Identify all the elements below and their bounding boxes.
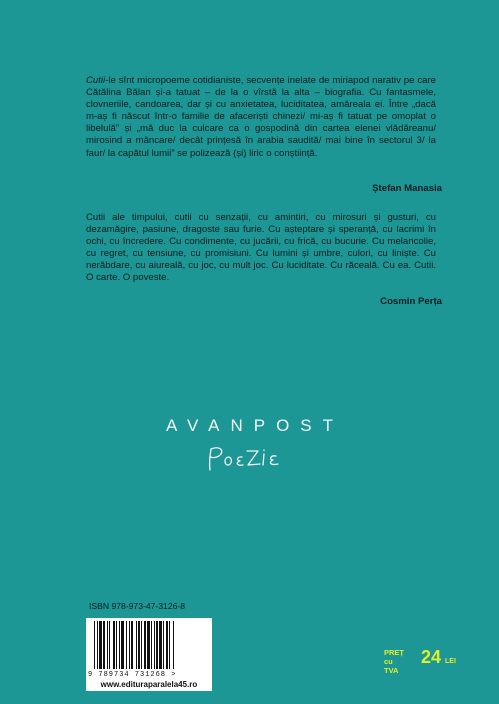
barcode-bar [97, 621, 98, 669]
barcode-bar [107, 621, 108, 669]
isbn-label: ISBN 978-973-47-3126-8 [89, 601, 186, 611]
price-currency: LEI [445, 658, 456, 665]
barcode-bar [131, 621, 133, 669]
barcode-bar [147, 621, 150, 669]
series-logo-script [200, 440, 300, 480]
barcode-bar [121, 621, 124, 669]
barcode-bar [129, 621, 130, 669]
publisher-brand: AVANPOST [165, 416, 345, 435]
barcode-bar [126, 621, 127, 669]
barcode-bar [166, 621, 168, 669]
barcode-bar [109, 621, 110, 669]
barcode-bar [116, 621, 117, 669]
blurb-author-manasia: Ștefan Manasia [372, 183, 442, 194]
blurb-perta [86, 212, 436, 285]
barcode-bar [103, 621, 105, 669]
blurb-author-perta: Cosmin Perța [380, 296, 442, 307]
barcode-bar [138, 621, 140, 669]
barcode-bar [144, 621, 146, 669]
barcode-bars [90, 621, 208, 671]
price-label: PREȚ [384, 648, 405, 657]
barcode-bar [163, 621, 164, 669]
barcode-bar [156, 621, 158, 669]
blurb-text: -le sînt micropoeme cotidianiste, secvențe inelate de miriapod narativ pe care Cătălina Bălan și-a tatuat – de la o vîrstă la alta – biografia. Cu fantasmele, clovneriile, candoarea, dar și cu anxietatea, luciditatea, amăreala ei. Între „dacă m-aș fi născut într-o familie de afaceriști chinezi/ mi-aș fi tatuat pe omoplat o libelulă” și „mă duc la culcare ca o gospodină din cartea elenei vlădăreanu/ mirosind a mâncare/ decât prințesă în arabia saudită/ mai bine în sectorul 3/ la faur/ la capătul lumii” se polizează (și) liric o conștiință. [86, 75, 436, 159]
barcode-bar [169, 621, 170, 669]
series-logo [200, 440, 300, 480]
barcode-bar [99, 621, 102, 669]
barcode-digits: 9 789734 731268 > [88, 671, 177, 679]
blurb-text: Cutii ale timpului, cutii cu senzații, cu amintiri, cu mirosuri și gusturi, cu dezamăgire, pasiune, dragoste sau furie. Cu așteptare și speranță, cu lacrimi în ochi, cu încredere. Cu condimente, cu jucării, cu frică, cu bucurie. Cu melancolie, cu regret, cu tensiune, cu promisiuni. Cu lumini și umbre, culori, cu liniște. Cu nerăbdare, cu aiureală, cu joc, cu mult joc. Cu luciditate. Cu răceală. Cu ea. Cutii. O carte. O poveste. [86, 212, 436, 284]
barcode-bar [173, 621, 174, 669]
publisher-url: www.edituraparalela45.ro [100, 680, 198, 689]
price-value: 24 [421, 647, 442, 667]
price-vat-label: cu TVA [384, 657, 399, 675]
barcode-bar [141, 621, 142, 669]
barcode [86, 618, 212, 691]
barcode-bar [154, 621, 155, 669]
barcode-bar [119, 621, 120, 669]
blurb-manasia [86, 75, 436, 160]
barcode-bar [159, 621, 162, 669]
barcode-bar [94, 621, 95, 669]
barcode-bar [151, 621, 152, 669]
barcode-bar [136, 621, 137, 669]
barcode-bar [113, 621, 115, 669]
blurb-italic-lead: Cutii [86, 75, 106, 86]
